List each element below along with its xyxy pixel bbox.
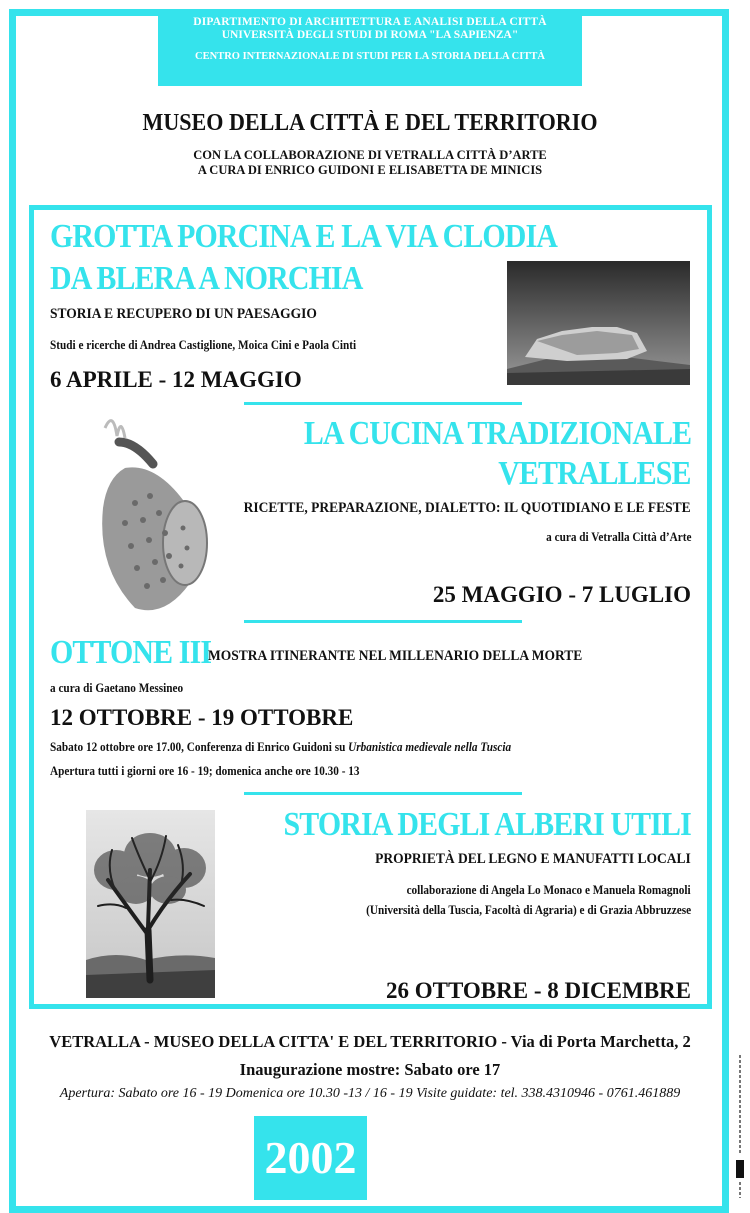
exhibition-2-title-line2: VETRALLESE (498, 455, 691, 492)
exhibition-4-credits-line1: collaborazione di Angela Lo Monaco e Manuela Romagnoli (406, 883, 691, 897)
tree-photo (86, 810, 215, 998)
conference-title: Urbanistica medievale nella Tuscia (348, 740, 512, 754)
curators-line: A CURA DI ENRICO GUIDONI E ELISABETTA DE MINICIS (197, 163, 543, 177)
exhibition-1-credits: Studi e ricerche di Andrea Castiglione, Moica Cini e Paola Cinti (50, 338, 357, 352)
exhibition-2-credits: a cura di Vetralla Città d’Arte (545, 530, 691, 544)
exhibition-4-subtitle: PROPRIETÀ DEL LEGNO E MANUFATTI LOCALI (375, 851, 691, 867)
printer-imprint-mark (733, 1050, 747, 1200)
separator-1 (244, 402, 522, 405)
museum-address: VETRALLA - MUSEO DELLA CITTA' E DEL TERRITORIO - Via di Porta Marchetta, 2 (49, 1032, 691, 1051)
opening-hours-contacts: Apertura: Sabato ore 16 - 19 Domenica ore 10.30 -13 / 16 - 19 Visite guidate: tel. 338.4310946 - 0761.461889 (59, 1086, 681, 1101)
exhibition-1-title-line1: GROTTA PORCINA E LA VIA CLODIA (50, 218, 558, 255)
exhibition-3-conference-note (50, 740, 511, 755)
exhibition-4-title: STORIA DEGLI ALBERI UTILI (283, 806, 691, 843)
exhibition-1-dates: 6 APRILE - 12 MAGGIO (50, 367, 302, 392)
exhibition-1-subtitle: STORIA E RECUPERO DI UN PAESAGGIO (50, 306, 317, 322)
department-line: DIPARTIMENTO DI ARCHITETTURA E ANALISI DELLA CITTÀ (193, 16, 547, 28)
exhibition-3-title: OTTONE III (50, 634, 212, 671)
collaboration-line: CON LA COLLABORAZIONE DI VETRALLA CITTÀ D’ARTE (193, 148, 547, 162)
exhibition-4-dates: 26 OTTOBRE - 8 DICEMBRE (385, 978, 691, 1003)
exhibition-3-subtitle: MOSTRA ITINERANTE NEL MILLENARIO DELLA MORTE (208, 648, 583, 664)
exhibition-2-dates: 25 MAGGIO - 7 LUGLIO (432, 582, 691, 607)
separator-3 (244, 792, 522, 795)
exhibition-3-opening-hours: Apertura tutti i giorni ore 16 - 19; domenica anche ore 10.30 - 13 (50, 764, 360, 778)
exhibition-3-dates: 12 OTTOBRE - 19 OTTOBRE (50, 705, 354, 730)
grotta-landscape-photo (507, 261, 690, 385)
center-line: CENTRO INTERNAZIONALE DI STUDI PER LA STORIA DELLA CITTÀ (195, 51, 545, 62)
separator-2 (244, 620, 522, 623)
department-header (158, 10, 582, 86)
exhibition-2-title-line1: LA CUCINA TRADIZIONALE (303, 415, 691, 452)
exhibition-4-credits-line2: (Università della Tuscia, Facoltà di Agraria) e di Grazia Abbruzzese (366, 903, 691, 917)
university-line: UNIVERSITÀ DEGLI STUDI DI ROMA "LA SAPIENZA" (221, 29, 519, 41)
exhibition-2-subtitle: RICETTE, PREPARAZIONE, DIALETTO: IL QUOTIDIANO E LE FESTE (244, 500, 691, 516)
collaboration-credits (0, 148, 740, 178)
museum-title: MUSEO DELLA CITTÀ E DEL TERRITORIO (142, 110, 598, 136)
inauguration-info: Inaugurazione mostre: Sabato ore 17 (239, 1060, 501, 1079)
conference-note-text: Sabato 12 ottobre ore 17.00, Conferenza di Enrico Guidoni su (50, 740, 349, 754)
exhibition-3-credits: a cura di Gaetano Messineo (50, 681, 184, 695)
exhibition-1-title-line2: DA BLERA A NORCHIA (50, 260, 363, 297)
year-badge: 2002 (254, 1116, 367, 1200)
cooking-pot-photo (95, 408, 215, 618)
